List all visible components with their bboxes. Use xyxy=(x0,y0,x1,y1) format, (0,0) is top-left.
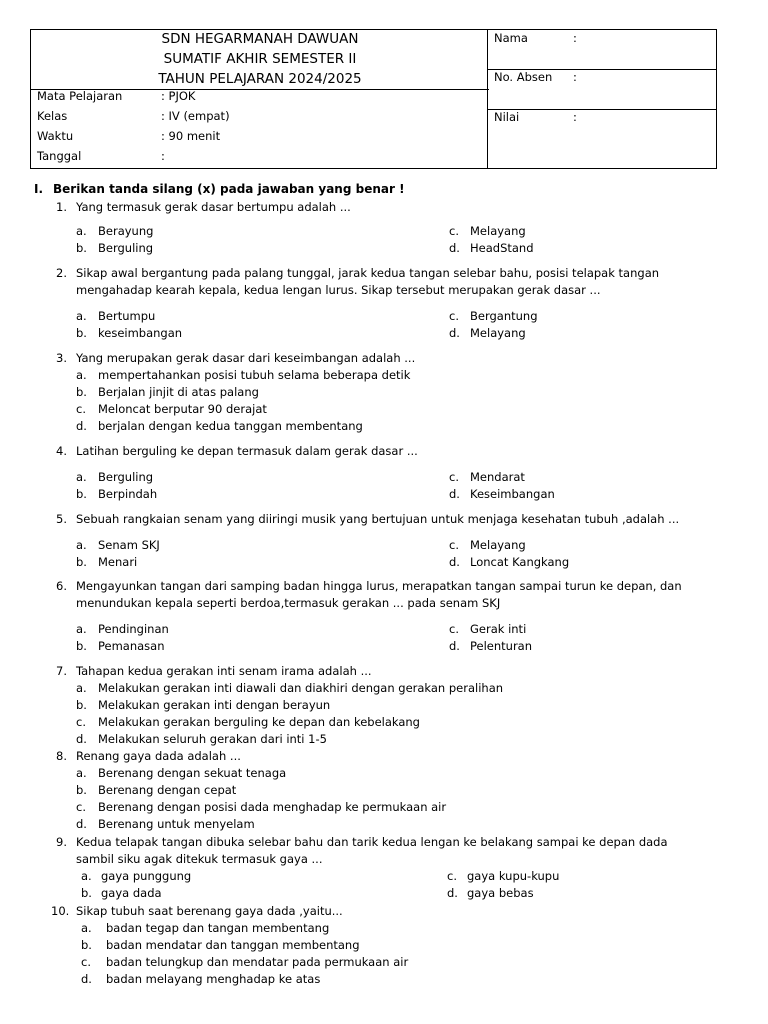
option-letter: b. xyxy=(76,241,87,255)
question-text: Sikap tubuh saat berenang gaya dada ,yaitu... xyxy=(76,904,343,918)
question-text: Latihan berguling ke depan termasuk dalam gerak dasar ... xyxy=(76,444,418,458)
field-date-label: Tanggal xyxy=(37,149,82,163)
option-letter: c. xyxy=(81,955,91,969)
field-class-label: Kelas xyxy=(37,109,68,123)
question-number: 2. xyxy=(56,266,67,280)
option-text: Pendinginan xyxy=(98,622,169,636)
school-name: SDN HEGARMANAH DAWUAN xyxy=(161,31,359,47)
field-absen-value: : xyxy=(573,70,577,84)
question-text: menundukan kepala seperti berdoa,termasuk gerakan ... pada senam SKJ xyxy=(76,596,501,610)
option-letter: a. xyxy=(76,309,87,323)
option-letter: a. xyxy=(76,224,87,238)
option-text: Bertumpu xyxy=(98,309,156,323)
option-text: Mendarat xyxy=(470,470,525,484)
question-text: Kedua telapak tangan dibuka selebar bahu dan tarik kedua lengan ke belakang sampai ke depan dada xyxy=(76,835,668,849)
option-letter: b. xyxy=(76,385,87,399)
option-letter: d. xyxy=(76,817,87,831)
school-year: TAHUN PELAJARAN 2024/2025 xyxy=(158,71,362,87)
option-text: Berenang dengan cepat xyxy=(98,783,237,797)
option-letter: a. xyxy=(81,921,92,935)
option-text: badan telungkup dan mendatar pada permukaan air xyxy=(106,955,409,969)
option-letter: c. xyxy=(449,470,459,484)
option-letter: d. xyxy=(76,732,87,746)
option-letter: a. xyxy=(76,538,87,552)
question-number: 10. xyxy=(51,904,70,918)
option-text: keseimbangan xyxy=(98,326,183,340)
field-name-value: : xyxy=(573,31,577,45)
option-text: Loncat Kangkang xyxy=(470,555,570,569)
option-letter: a. xyxy=(81,869,92,883)
field-absen-label: No. Absen xyxy=(494,70,553,84)
question-text: Yang termasuk gerak dasar bertumpu adalah ... xyxy=(76,200,351,214)
option-text: badan tegap dan tangan membentang xyxy=(106,921,330,935)
section-title: Berikan tanda silang (x) pada jawaban yang benar ! xyxy=(53,182,405,196)
option-letter: d. xyxy=(76,419,87,433)
option-text: gaya kupu-kupu xyxy=(467,869,560,883)
option-letter: a. xyxy=(76,766,87,780)
question-number: 4. xyxy=(56,444,67,458)
question-text: Sebuah rangkaian senam yang diiringi musik yang bertujuan untuk menjaga kesehatan tubuh ,adalah ... xyxy=(76,512,680,526)
question-text: mengahadap kearah kepala, kedua lengan lurus. Sikap tersebut merupakan gerak dasar ... xyxy=(76,283,601,297)
option-text: gaya bebas xyxy=(467,886,534,900)
field-score-value: : xyxy=(573,110,577,124)
field-subject-value: : PJOK xyxy=(161,89,196,103)
field-time-label: Waktu xyxy=(37,129,74,143)
option-text: Berenang dengan posisi dada menghadap ke permukaan air xyxy=(98,800,447,814)
option-letter: c. xyxy=(76,715,86,729)
option-text: Melayang xyxy=(470,326,526,340)
option-letter: a. xyxy=(76,622,87,636)
field-class-value: : IV (empat) xyxy=(161,109,230,123)
question-text: Renang gaya dada adalah ... xyxy=(76,749,241,763)
option-text: Berenang dengan sekuat tenaga xyxy=(98,766,287,780)
option-letter: b. xyxy=(76,698,87,712)
option-text: Melayang xyxy=(470,224,526,238)
question-number: 3. xyxy=(56,351,67,365)
option-letter: a. xyxy=(76,368,87,382)
field-subject-label: Mata Pelajaran xyxy=(37,89,123,103)
option-text: Senam SKJ xyxy=(98,538,160,552)
option-text: Menari xyxy=(98,555,138,569)
option-text: Melakukan gerakan berguling ke depan dan kebelakang xyxy=(98,715,420,729)
question-number: 9. xyxy=(56,835,67,849)
question-number: 5. xyxy=(56,512,67,526)
option-text: Pelenturan xyxy=(470,639,533,653)
option-letter: c. xyxy=(449,309,459,323)
header-right-box xyxy=(487,29,717,169)
question-text: Sikap awal bergantung pada palang tunggal, jarak kedua tangan selebar bahu, posisi telapak tangan xyxy=(76,266,660,280)
field-name-label: Nama xyxy=(494,31,528,45)
option-letter: d. xyxy=(449,555,460,569)
option-text: Berpindah xyxy=(98,487,158,501)
option-text: Gerak inti xyxy=(470,622,527,636)
field-date-value: : xyxy=(161,149,165,163)
question-number: 6. xyxy=(56,579,67,593)
exam-title: SUMATIF AKHIR SEMESTER II xyxy=(163,51,357,67)
option-text: Berjalan jinjit di atas palang xyxy=(98,385,259,399)
option-letter: b. xyxy=(81,938,92,952)
option-text: badan mendatar dan tanggan membentang xyxy=(106,938,360,952)
question-text: Mengayunkan tangan dari samping badan hingga lurus, merapatkan tangan sampai turun ke depan, dan xyxy=(76,579,682,593)
field-score-label: Nilai xyxy=(494,110,520,124)
option-text: Berayung xyxy=(98,224,154,238)
option-letter: b. xyxy=(81,886,92,900)
option-text: Berguling xyxy=(98,241,154,255)
option-text: badan melayang menghadap ke atas xyxy=(106,972,321,986)
option-letter: c. xyxy=(449,224,459,238)
question-number: 7. xyxy=(56,664,67,678)
option-letter: d. xyxy=(449,639,460,653)
option-letter: b. xyxy=(76,639,87,653)
option-text: Berenang untuk menyelam xyxy=(98,817,255,831)
option-letter: d. xyxy=(447,886,458,900)
option-text: Bergantung xyxy=(470,309,538,323)
option-text: mempertahankan posisi tubuh selama beberapa detik xyxy=(98,368,411,382)
option-letter: d. xyxy=(81,972,92,986)
option-letter: d. xyxy=(449,326,460,340)
option-text: gaya punggung xyxy=(101,869,192,883)
option-text: Melakukan gerakan inti diawali dan diakhiri dengan gerakan peralihan xyxy=(98,681,504,695)
option-letter: b. xyxy=(76,326,87,340)
field-time-value: : 90 menit xyxy=(161,129,221,143)
option-letter: b. xyxy=(76,487,87,501)
option-letter: d. xyxy=(449,241,460,255)
option-letter: c. xyxy=(447,869,457,883)
question-text: Yang merupakan gerak dasar dari keseimbangan adalah ... xyxy=(76,351,416,365)
question-text: Tahapan kedua gerakan inti senam irama adalah ... xyxy=(76,664,372,678)
option-letter: c. xyxy=(449,622,459,636)
option-letter: b. xyxy=(76,555,87,569)
option-text: Pemanasan xyxy=(98,639,165,653)
section-number: I. xyxy=(34,182,44,196)
question-number: 8. xyxy=(56,749,67,763)
option-text: Melayang xyxy=(470,538,526,552)
option-letter: c. xyxy=(76,402,86,416)
option-text: berjalan dengan kedua tanggan membentang xyxy=(98,419,363,433)
right-divider-2 xyxy=(488,109,716,110)
option-letter: c. xyxy=(76,800,86,814)
option-letter: b. xyxy=(76,783,87,797)
option-letter: c. xyxy=(449,538,459,552)
option-text: Meloncat berputar 90 derajat xyxy=(98,402,267,416)
option-text: HeadStand xyxy=(470,241,534,255)
option-letter: a. xyxy=(76,681,87,695)
option-text: gaya dada xyxy=(101,886,162,900)
option-text: Berguling xyxy=(98,470,154,484)
option-letter: d. xyxy=(449,487,460,501)
option-letter: a. xyxy=(76,470,87,484)
question-number: 1. xyxy=(56,200,67,214)
option-text: Melakukan gerakan inti dengan berayun xyxy=(98,698,331,712)
option-text: Melakukan seluruh gerakan dari inti 1-5 xyxy=(98,732,327,746)
option-text: Keseimbangan xyxy=(470,487,555,501)
question-text: sambil siku agak ditekuk termasuk gaya ... xyxy=(76,852,323,866)
